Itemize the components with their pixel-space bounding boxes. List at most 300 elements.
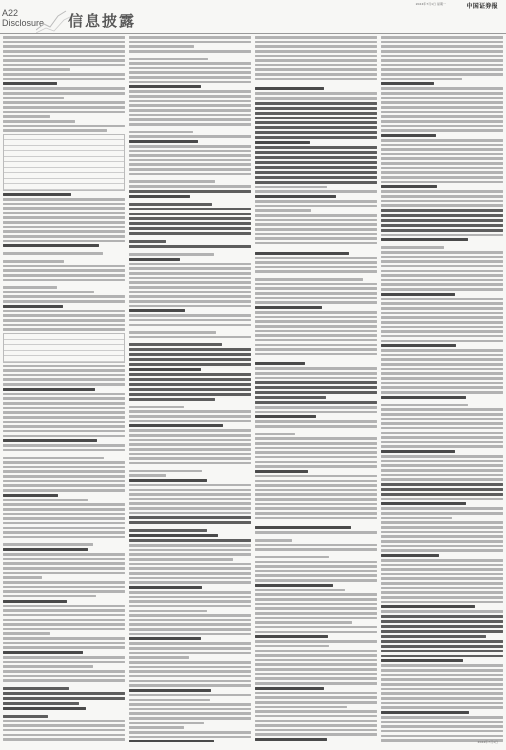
text-line <box>3 619 125 622</box>
text-line <box>381 469 503 472</box>
text-line <box>381 706 503 709</box>
text-line <box>255 682 377 685</box>
text-line <box>381 450 455 453</box>
text-line <box>255 171 377 174</box>
text-line <box>129 319 251 322</box>
text-line <box>3 87 125 90</box>
text-line <box>3 609 125 612</box>
text-line <box>255 415 316 418</box>
text-line <box>255 195 336 198</box>
text-line <box>3 637 125 640</box>
text-line <box>255 626 377 629</box>
text-line <box>129 378 251 381</box>
text-line <box>255 386 377 389</box>
text-line <box>3 269 125 272</box>
page-title: 信息披露 <box>68 12 137 30</box>
text-line <box>129 722 204 725</box>
text-line <box>129 263 251 266</box>
text-line <box>381 92 503 95</box>
text-line <box>255 733 377 736</box>
text-line <box>129 41 251 44</box>
text-line <box>381 725 503 728</box>
text-line <box>255 102 377 105</box>
text-line <box>3 702 79 705</box>
text-line <box>3 623 125 626</box>
text-line <box>129 190 251 193</box>
text-line <box>129 484 251 487</box>
text-line <box>255 112 377 115</box>
text-line <box>381 549 503 552</box>
text-line <box>129 163 251 166</box>
text-line <box>129 577 251 580</box>
text-line <box>381 195 503 198</box>
text-line <box>129 203 212 206</box>
text-line <box>3 567 125 570</box>
text-line <box>3 435 125 438</box>
text-line <box>381 68 503 71</box>
text-line <box>255 574 377 577</box>
text-line <box>129 358 251 361</box>
text-line <box>381 372 503 375</box>
text-line <box>381 270 503 273</box>
text-line <box>255 136 377 139</box>
text-line <box>3 632 50 635</box>
header-divider <box>0 33 506 34</box>
text-line <box>129 114 251 117</box>
text-line <box>3 499 88 502</box>
text-line <box>129 479 207 482</box>
text-line <box>129 694 251 697</box>
text-line <box>255 377 377 380</box>
text-line <box>255 598 377 601</box>
text-line <box>381 321 503 324</box>
text-line <box>381 408 503 411</box>
text-line <box>255 493 377 496</box>
text-line <box>255 131 377 134</box>
text-line <box>3 383 125 386</box>
text-line <box>381 683 503 686</box>
text-line <box>3 230 125 233</box>
text-line <box>3 651 83 654</box>
text-line <box>129 245 251 248</box>
text-line <box>3 300 125 303</box>
text-line <box>129 605 251 608</box>
text-line <box>129 100 251 103</box>
text-line <box>129 343 222 346</box>
text-line <box>381 200 503 203</box>
text-line <box>129 614 251 617</box>
text-line <box>255 512 377 515</box>
signature-date: 2024年7月1日 <box>477 740 498 744</box>
text-line <box>3 101 125 104</box>
text-line <box>3 548 88 551</box>
text-line <box>3 425 125 428</box>
text-line <box>129 363 251 366</box>
text-line <box>129 348 251 351</box>
text-line <box>255 687 324 690</box>
text-line <box>255 344 377 347</box>
text-line <box>3 590 125 593</box>
text-line <box>381 288 503 291</box>
text-line <box>129 85 201 88</box>
text-line <box>381 655 503 658</box>
text-line <box>255 97 377 100</box>
text-line <box>255 692 377 695</box>
text-line <box>381 404 468 407</box>
text-line <box>381 591 503 594</box>
text-line <box>3 461 125 464</box>
text-line <box>3 314 125 317</box>
text-line <box>129 195 190 198</box>
text-line <box>129 45 194 48</box>
text-line <box>3 724 125 727</box>
text-line <box>255 146 377 149</box>
text-line <box>381 204 503 207</box>
text-line <box>255 92 377 95</box>
data-table <box>3 333 125 363</box>
text-line <box>255 433 295 436</box>
text-line <box>129 324 251 327</box>
text-line <box>255 297 377 300</box>
text-line <box>129 286 251 289</box>
text-line <box>129 439 251 442</box>
text-line <box>3 305 63 308</box>
text-line <box>129 373 251 376</box>
text-line <box>3 543 93 546</box>
text-line <box>3 68 70 71</box>
table-row <box>4 184 124 190</box>
text-line <box>255 237 377 240</box>
text-line <box>255 283 377 286</box>
header-decoration-icon <box>36 8 70 34</box>
text-line <box>3 421 125 424</box>
text-line <box>381 349 503 352</box>
text-line <box>255 261 377 264</box>
text-line <box>3 670 125 673</box>
text-line <box>129 434 251 437</box>
text-line <box>381 340 503 343</box>
text-line <box>255 461 377 464</box>
text-line <box>3 720 125 723</box>
text-line <box>129 558 233 561</box>
text-line <box>381 669 503 672</box>
text-line <box>255 442 377 445</box>
text-line <box>255 498 377 501</box>
text-line <box>381 106 503 109</box>
text-line <box>255 650 377 653</box>
text-line <box>255 706 347 709</box>
text-line <box>3 374 125 377</box>
text-line <box>3 707 86 710</box>
text-line <box>381 464 503 467</box>
text-line <box>381 559 503 562</box>
text-line <box>381 620 503 623</box>
text-line <box>3 600 67 603</box>
text-line <box>255 391 377 394</box>
text-line <box>381 678 503 681</box>
text-line <box>381 554 439 557</box>
text-line <box>381 139 503 142</box>
text-line <box>255 738 327 741</box>
text-line <box>255 209 311 212</box>
text-line <box>255 475 377 478</box>
text-line <box>129 393 251 396</box>
text-line <box>129 642 251 645</box>
text-line <box>381 153 503 156</box>
text-line <box>129 572 251 575</box>
text-line <box>129 544 251 547</box>
text-line <box>129 291 251 294</box>
text-line <box>381 640 503 643</box>
text-line <box>381 382 503 385</box>
text-line <box>381 171 503 174</box>
text-line <box>255 663 377 666</box>
text-line <box>255 456 377 459</box>
text-line <box>381 101 503 104</box>
text-line <box>381 185 437 188</box>
text-line <box>255 306 322 309</box>
text-line <box>3 449 125 452</box>
text-line <box>381 587 503 590</box>
text-line <box>3 319 125 322</box>
text-line <box>129 740 214 742</box>
text-line <box>255 181 377 184</box>
text-line <box>255 141 310 144</box>
text-line <box>381 78 462 81</box>
text-line <box>255 561 377 564</box>
text-line <box>255 701 377 704</box>
text-line <box>255 242 377 245</box>
text-line <box>3 572 125 575</box>
text-line <box>3 324 125 327</box>
text-line <box>381 234 503 237</box>
text-line <box>381 615 503 618</box>
text-line <box>255 117 377 120</box>
text-line <box>3 240 125 243</box>
text-line <box>129 109 251 112</box>
text-line <box>129 591 251 594</box>
text-line <box>129 633 251 636</box>
text-line <box>255 539 292 542</box>
text-line <box>381 283 503 286</box>
text-line <box>381 368 503 371</box>
text-line <box>3 522 125 525</box>
text-line <box>381 568 503 571</box>
text-line <box>381 432 503 435</box>
text-line <box>3 480 125 483</box>
text-line <box>381 526 503 529</box>
text-line <box>129 104 251 107</box>
text-line <box>3 444 125 447</box>
text-line <box>381 436 503 439</box>
text-line <box>129 135 251 138</box>
text-line <box>381 125 503 128</box>
text-line <box>381 120 503 123</box>
text-line <box>255 517 377 520</box>
text-line <box>381 363 503 366</box>
page-header <box>0 8 506 34</box>
text-line <box>381 502 466 505</box>
text-line <box>129 420 251 423</box>
text-line <box>3 226 125 229</box>
text-line <box>255 617 377 620</box>
text-line <box>381 413 503 416</box>
text-line <box>381 391 503 394</box>
text-line <box>255 565 377 568</box>
text-line <box>381 326 503 329</box>
text-line <box>381 224 503 227</box>
text-line <box>3 513 125 516</box>
text-line <box>129 512 251 515</box>
text-line <box>255 631 377 634</box>
text-line <box>381 73 503 76</box>
text-line <box>255 635 328 638</box>
text-line <box>3 198 125 201</box>
text-line <box>129 168 251 171</box>
text-line <box>255 287 377 290</box>
text-line <box>381 483 503 486</box>
text-line <box>3 475 125 478</box>
text-line <box>255 570 377 573</box>
text-line <box>129 610 207 613</box>
text-line <box>255 589 345 592</box>
text-line <box>381 238 468 241</box>
text-line <box>381 601 503 604</box>
text-line <box>381 721 503 724</box>
text-line <box>255 451 377 454</box>
text-line <box>129 586 202 589</box>
text-line <box>129 596 251 599</box>
text-line <box>3 295 125 298</box>
text-line <box>3 581 125 584</box>
text-line <box>129 90 251 93</box>
text-line <box>129 159 251 162</box>
text-line <box>255 87 324 90</box>
text-line <box>381 55 503 58</box>
text-line <box>129 309 185 312</box>
text-line <box>255 640 377 643</box>
text-line <box>381 251 503 254</box>
text-line <box>255 73 377 76</box>
text-line <box>255 362 305 365</box>
text-line <box>3 656 125 659</box>
text-line <box>3 45 125 48</box>
text-line <box>129 388 251 391</box>
text-line <box>381 162 503 165</box>
text-line <box>129 443 251 446</box>
text-line <box>129 300 251 303</box>
text-line <box>255 126 377 129</box>
text-line <box>255 121 377 124</box>
text-line <box>255 266 377 269</box>
text-line <box>381 674 503 677</box>
text-line <box>255 668 377 671</box>
text-line <box>381 396 466 399</box>
text-line <box>129 305 251 308</box>
text-line <box>3 129 107 132</box>
text-line <box>129 213 251 216</box>
text-line <box>129 267 251 270</box>
text-line <box>381 209 503 212</box>
text-line <box>255 724 377 727</box>
text-line <box>381 702 503 705</box>
text-line <box>3 734 125 737</box>
text-line <box>129 217 251 220</box>
text-line <box>3 115 50 118</box>
text-line <box>129 118 251 121</box>
text-line <box>255 107 377 110</box>
text-line <box>381 265 503 268</box>
text-line <box>129 699 210 702</box>
page-section: Disclosure <box>2 18 45 28</box>
text-line <box>381 630 503 633</box>
data-table <box>3 134 125 191</box>
text-line <box>129 726 184 729</box>
text-line <box>381 545 503 548</box>
text-line <box>381 190 503 193</box>
text-line <box>129 539 251 542</box>
text-line <box>381 422 503 425</box>
text-line <box>3 494 58 497</box>
text-line <box>255 603 377 606</box>
text-line <box>381 157 503 160</box>
text-line <box>381 474 503 477</box>
text-line <box>255 214 377 217</box>
text-line <box>381 512 503 515</box>
text-line <box>255 270 377 273</box>
text-line <box>129 736 251 739</box>
text-line <box>381 214 503 217</box>
text-line <box>255 292 377 295</box>
text-line <box>381 460 503 463</box>
text-line <box>129 521 251 524</box>
text-line <box>255 367 377 370</box>
text-line <box>381 427 503 430</box>
text-line <box>3 642 125 645</box>
text-line <box>129 453 251 456</box>
text-line <box>381 307 503 310</box>
text-line <box>129 368 201 371</box>
text-line <box>255 447 377 450</box>
text-line <box>255 151 377 154</box>
text-line <box>129 470 202 473</box>
text-line <box>129 670 251 673</box>
text-line <box>3 125 125 128</box>
text-line <box>381 148 503 151</box>
text-line <box>381 144 503 147</box>
text-column-1 <box>3 36 125 742</box>
text-line <box>381 87 503 90</box>
text-line <box>129 457 251 460</box>
text-line <box>3 286 57 289</box>
text-line <box>129 81 251 84</box>
text-line <box>129 563 251 566</box>
text-line <box>381 596 503 599</box>
text-line <box>381 488 503 491</box>
text-line <box>129 406 184 409</box>
text-line <box>3 614 125 617</box>
text-line <box>255 710 377 713</box>
text-line <box>381 45 503 48</box>
text-line <box>3 111 125 114</box>
text-line <box>255 593 377 596</box>
text-line <box>129 295 251 298</box>
text-line <box>129 600 251 603</box>
text-line <box>255 420 377 423</box>
text-line <box>381 650 503 653</box>
newspaper-logo: 中国证券报 <box>466 3 498 10</box>
text-line <box>3 397 125 400</box>
